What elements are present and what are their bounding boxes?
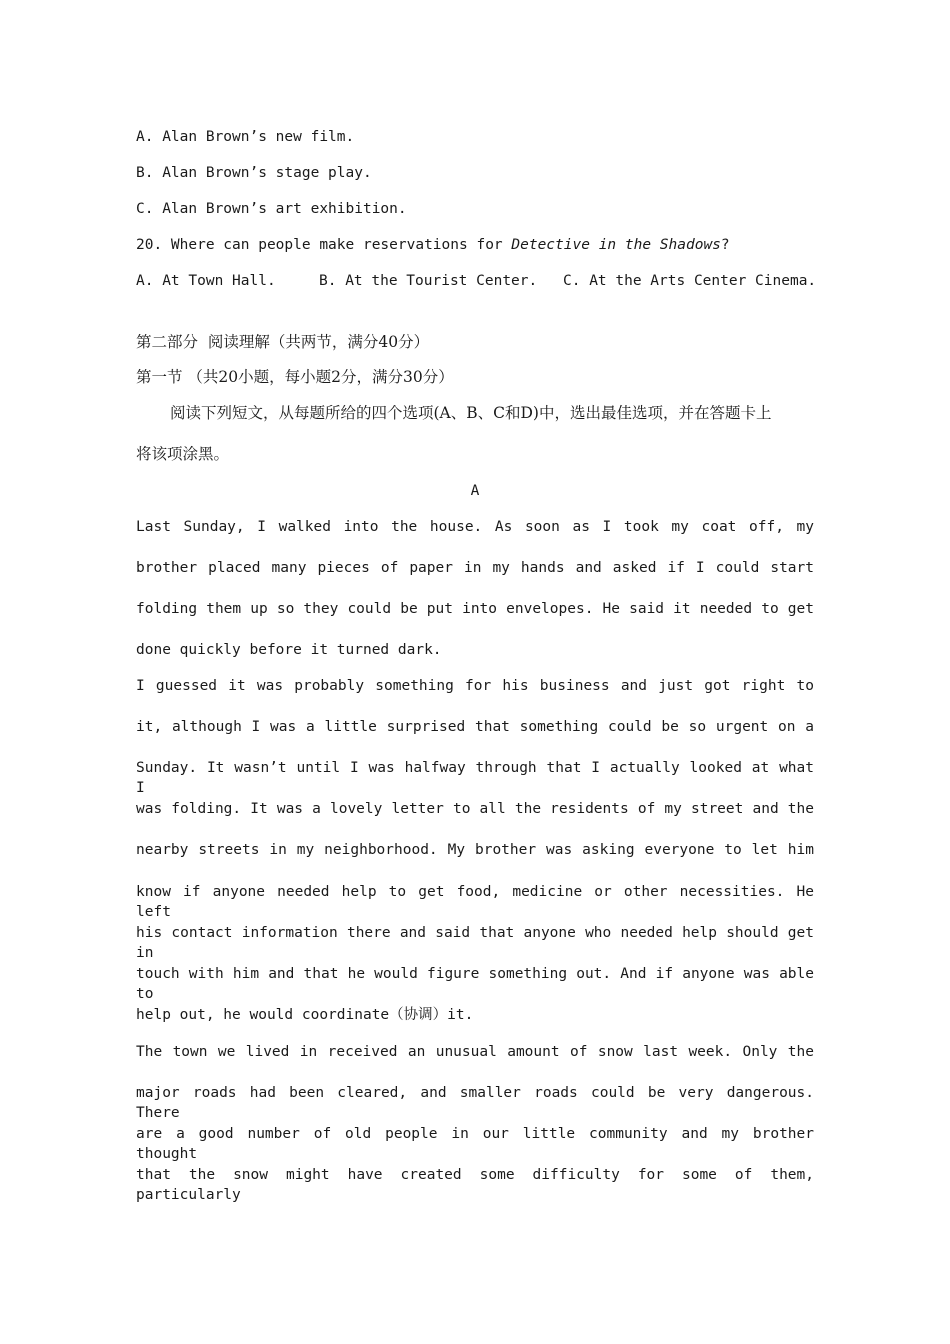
passage-line: Sunday. It wasn’t until I was halfway through that I actually looked at what I [136,760,814,796]
passage-label: A [470,483,480,499]
q20-option-a: A. At Town Hall. [136,273,276,289]
passage-line: touch with him and that he would figure something out. And if anyone was able to [136,966,814,1002]
passage-line: know if anyone needed help to get food, medicine or other necessities. He left [136,884,814,920]
q20-option-c: C. At the Arts Center Cinema. [563,273,817,289]
section1-heading: 第一节 （共20小题，每小题2分，满分30分） [136,368,454,386]
passage-line: I guessed it was probably something for his business and just got right to [136,678,814,694]
passage-line: it, although I was a little surprised that something could be so urgent on a [136,719,814,735]
passage-line: his contact information there and said that anyone who needed help should get in [136,925,814,961]
passage-line: done quickly before it turned dark. [136,642,442,658]
q20-stem [136,235,730,255]
passage-line: folding them up so they could be put into envelopes. He said it needed to get [136,601,814,617]
passage-line: major roads had been cleared, and smaller roads could be very dangerous. There [136,1085,814,1121]
q20-option-b: B. At the Tourist Center. [319,273,538,289]
q19-option-b: B. Alan Brown’s stage play. [136,165,372,181]
passage-line: Last Sunday, I walked into the house. As soon as I took my coat off, my [136,519,814,535]
passage-line: that the snow might have created some difficulty for some of them, particularly [136,1167,814,1203]
q19-option-c: C. Alan Brown’s art exhibition. [136,201,407,217]
passage-line: brother placed many pieces of paper in my hands and asked if I could start [136,560,814,576]
part2-heading: 第二部分 阅读理解（共两节，满分40分） [136,333,430,351]
instruction-line1: 阅读下列短文，从每题所给的四个选项(A、B、C和D)中，选出最佳选项，并在答题卡上 [170,404,772,422]
q20-stem-after: ? [720,237,730,253]
q20-stem-title: Detective in the Shadows [511,237,721,253]
instruction-line2: 将该项涂黑。 [136,445,230,463]
q19-option-a: A. Alan Brown’s new film. [136,129,355,145]
passage-line: The town we lived in received an unusual amount of snow last week. Only the [136,1044,814,1060]
passage-line: nearby streets in my neighborhood. My brother was asking everyone to let him [136,842,814,858]
passage-line: was folding. It was a lovely letter to all the residents of my street and the [136,801,814,817]
passage-line: help out, he would coordinate（协调）it. [136,1007,474,1023]
passage-line: are a good number of old people in our little community and my brother thought [136,1126,814,1162]
q20-stem-before: 20. Where can people make reservations for [136,237,512,253]
